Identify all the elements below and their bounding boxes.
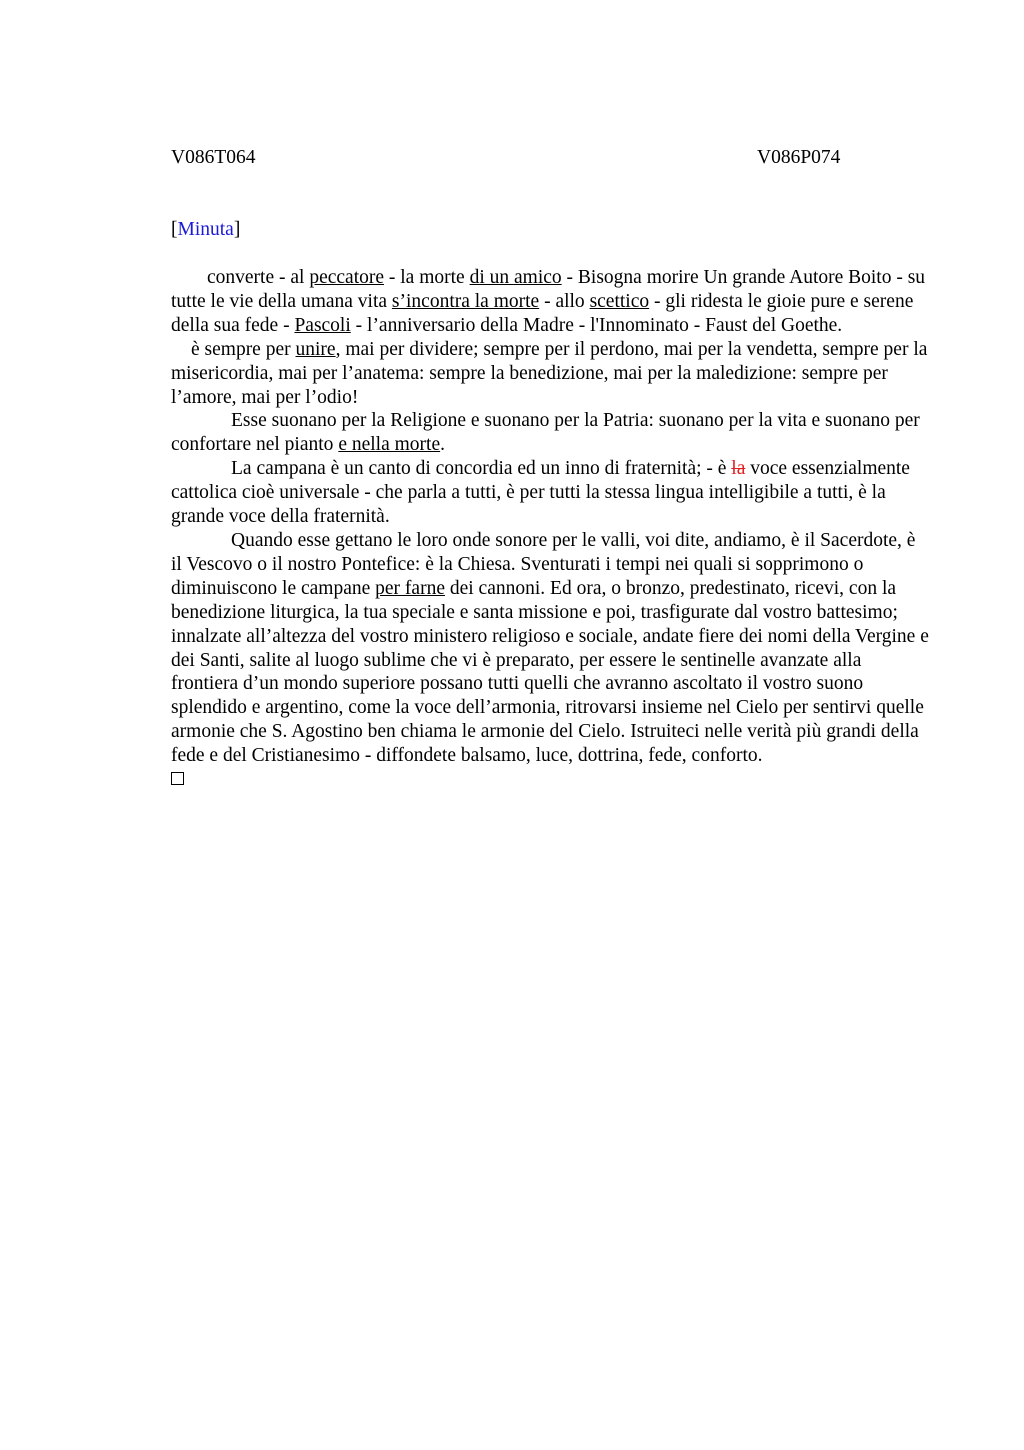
paragraph-3 [171, 409, 931, 457]
underlined-text: di un amico [469, 267, 562, 288]
text-run: . [440, 434, 445, 456]
minuta-open-bracket: [ [171, 219, 178, 240]
minuta-close-bracket: ] [233, 219, 241, 240]
minuta-text: Minuta [177, 219, 234, 240]
underlined-text: per farne [375, 577, 445, 599]
document-body [171, 266, 931, 785]
underlined-text: s’incontra la morte [391, 290, 540, 312]
text-run: Quando esse gettano le loro onde sonore per le valli, voi dite, andiamo, è il Sacerdote, è il Vescovo o il nostro Pontefice: è la Chiesa. Sventurati i tempi nei quali si sopprimono o diminuiscono le campane [171, 529, 916, 599]
text-run: , mai per dividere; sempre per il perdono, mai per la vendetta, sempre per la misericordia, mai per l’anatema: sempre la benedizione, mai per la maledizione: sempre per l’amore, mai per l’odio! [171, 338, 928, 408]
text-run: Esse suonano per la Religione e suonano per la Patria: suonano per la vita e suonano per confortare nel pianto [171, 410, 920, 456]
underlined-text: e nella morte [338, 434, 441, 456]
text-run: - Bisogna morire Un grande Autore Boito - su tutte le vie della umana vita [171, 267, 926, 312]
end-marker-box [171, 772, 184, 785]
struck-text: la [731, 458, 746, 480]
text-run: - l’anniversario della Madre - l'Innominato - Faust del Goethe. [350, 314, 843, 336]
underlined-text: scettico [589, 290, 650, 312]
text-run: è sempre per [191, 338, 296, 360]
underlined-text: peccatore [309, 267, 385, 288]
text-run: La campana è un canto di concordia ed un inno di fraternità; - è [231, 458, 732, 480]
paragraph-5 [171, 529, 931, 768]
paragraph-2 [171, 338, 931, 410]
document-code-left: V086T064 [171, 147, 256, 168]
text-run: - la morte [384, 267, 470, 288]
paragraph-4 [171, 457, 931, 529]
text-run: dei cannoni. Ed ora, o bronzo, predestinato, ricevi, con la benedizione liturgica, la tua speciale e santa missione e poi, trasfigurate dal vostro battesimo; innalzate all’altezza del vostro ministero religioso e sociale, andate fiere dei nomi della Vergine e dei Santi, salite al luogo sublime che vi è preparato, per essere le sentinelle avanzate alla frontiera d’un mondo superiore possano tutti quelli che avranno ascoltato il vostro suono splendido e argentino, come la voce dell’armonia, ritrovarsi insieme nel Cielo per sentirvi quelle armonie che S. Agostino ben chiama le armonie del Cielo. Istruiteci nelle verità più grandi della fede e del Cristianesimo - diffondete balsamo, luce, dottrina, fede, conforto. [171, 577, 929, 767]
text-run: voce essenzialmente cattolica cioè universale - che parla a tutti, è per tutti la stessa lingua intelligibile a tutti, è la grande voce della fraternità. [171, 458, 910, 528]
text-run: - gli ridesta le gioie pure e serene della sua fede - [171, 290, 914, 336]
text-run: converte - al [207, 267, 310, 288]
paragraph-1 [171, 266, 931, 338]
minuta-label [171, 218, 240, 242]
underlined-text: Pascoli [294, 314, 351, 336]
text-run: - allo [539, 290, 590, 312]
underlined-text: unire [295, 338, 336, 360]
document-code-right: V086P074 [757, 147, 841, 168]
